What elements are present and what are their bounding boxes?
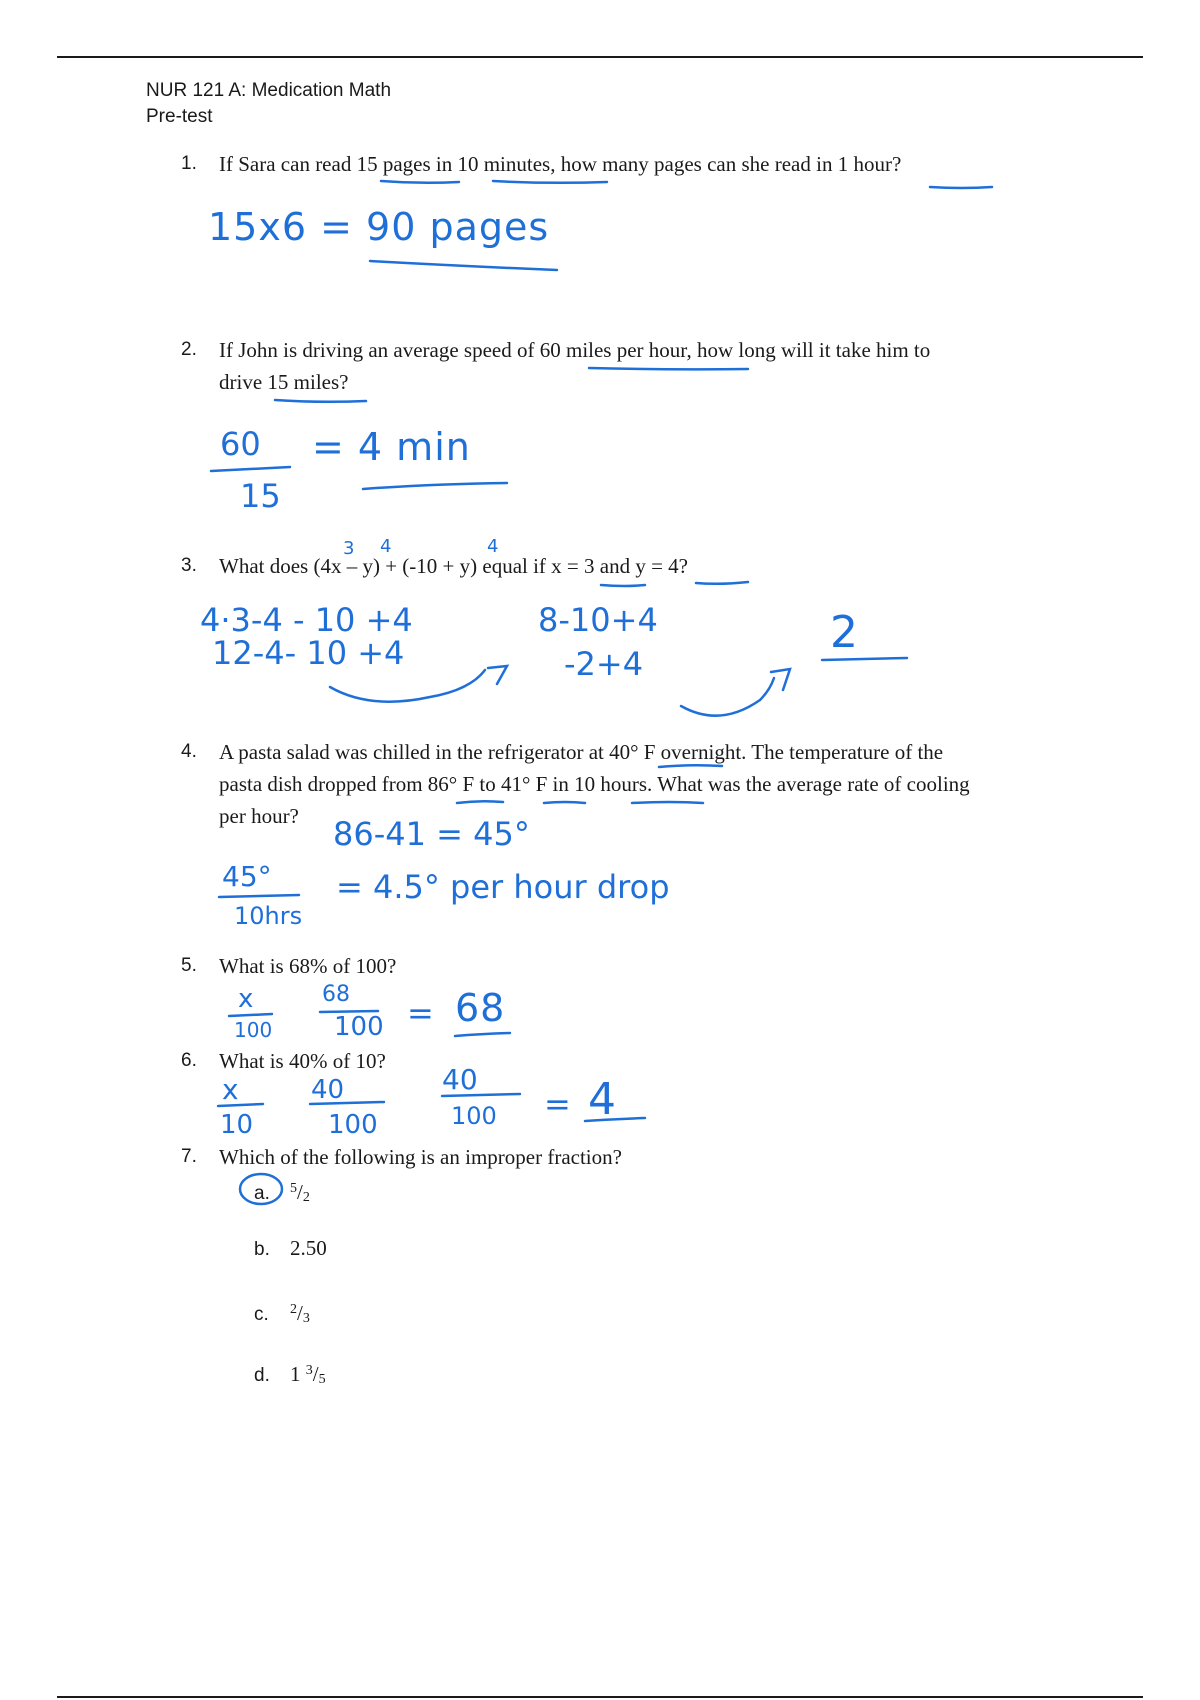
answer-q2-result: = 4 min [312,425,471,469]
underline-15-miles [275,400,366,402]
fraction-denominator: 2 [302,1190,310,1205]
underline-answer-2 [822,658,907,660]
option-c[interactable] [254,1295,310,1334]
work-q3-line1: 4·3-4 - 10 +4 [200,601,413,639]
work-q4-difference: 86-41 = 45° [333,815,530,853]
document-header [146,78,391,130]
question-3 [181,550,689,582]
question-text: What does (4x – y) + (-10 + y) equal if x = 3 and y = 4? [219,554,689,578]
underline-90-pages [370,261,557,270]
bottom-rule [57,1696,1143,1698]
work-q6-100: 100 [328,1110,378,1140]
fraction-bar-q2 [211,467,290,471]
arrowhead-1 [488,666,507,684]
fraction-numerator: 2 [290,1302,297,1317]
option-letter: a. [254,1183,270,1204]
work-q6-100: 100 [451,1102,497,1130]
answer-q3: 2 [830,607,859,658]
option-letter: b. [254,1239,270,1260]
work-q5-100: 100 [234,1018,273,1042]
question-1 [181,148,902,180]
work-q5-equals: = [407,994,434,1032]
option-a[interactable] [254,1174,310,1213]
question-text: If John is driving an average speed of 60 miles per hour, how long will it take him to [219,338,931,362]
annot-y-value: 4 [380,536,392,557]
question-4 [181,736,970,832]
question-7 [181,1141,622,1173]
question-6 [181,1045,386,1077]
question-5 [181,950,397,982]
answer-q2-numerator: 60 [220,425,261,463]
question-number: 1. [181,153,197,174]
question-number: 5. [181,955,197,976]
underline-10-minutes [493,181,607,183]
work-q5-68: 68 [322,982,350,1007]
annot-x-value: 3 [343,538,355,559]
work-q6-x: x [222,1073,239,1106]
work-q6-equals: = [544,1085,571,1123]
fraction-bar-q5-left [229,1014,272,1016]
annot-y-value: 4 [487,536,499,557]
underline-15-pages [381,181,459,183]
course-title: NUR 121 A: Medication Math [146,80,392,101]
option-letter: d. [254,1365,270,1386]
top-rule [57,56,1143,58]
arrowhead-2 [771,669,790,690]
question-text: If Sara can read 15 pages in 10 minutes, how many pages can she read in 1 hour? [219,152,902,176]
question-number: 7. [181,1146,197,1167]
question-text: What is 68% of 100? [219,954,397,978]
work-q3-mid1: 8-10+4 [538,601,658,639]
fraction-slash: / [297,1180,303,1204]
answer-q5: 68 [455,986,506,1030]
work-q6-10: 10 [220,1110,254,1140]
question-number: 3. [181,555,197,576]
work-q4-numerator: 45° [222,860,272,893]
question-text: A pasta salad was chilled in the refrigerator at 40° F overnight. The temperature of the [219,740,944,764]
answer-q2-denominator: 15 [240,477,281,515]
work-q5-x: x [238,984,254,1014]
underline-1-hour [930,187,992,188]
answer-q6: 4 [588,1074,617,1125]
work-q4-denominator: 10hrs [234,902,303,930]
answer-q4: = 4.5° per hour drop [336,868,670,906]
work-q6-40: 40 [442,1063,478,1096]
fraction-slash: / [297,1301,303,1325]
option-b[interactable] [254,1233,327,1265]
question-number: 6. [181,1050,197,1071]
question-text: What is 40% of 10? [219,1049,386,1073]
fraction-slash: / [312,1362,319,1386]
curve-arrow-1 [330,670,485,702]
fraction-numerator: 5 [290,1181,297,1196]
question-text: drive 15 miles? [219,370,349,394]
fraction-numerator: 3 [305,1363,313,1378]
option-d[interactable] [254,1356,326,1395]
underline-answer-68 [455,1033,510,1036]
work-q3-mid2: -2+4 [564,645,644,683]
answer-q1: 15x6 = 90 pages [208,205,550,249]
work-q5-100: 100 [334,1012,384,1042]
work-q3-line2: 12-4- 10 +4 [212,634,405,672]
curve-arrow-2 [681,678,774,716]
fraction-denominator: 3 [302,1311,310,1326]
fraction-bar-q4 [219,895,299,897]
work-q6-40: 40 [311,1075,345,1105]
question-number: 2. [181,339,197,360]
fraction-denominator: 5 [318,1372,326,1387]
underline-x-3 [601,585,645,586]
question-text: per hour? [219,804,299,828]
question-text: Which of the following is an improper fraction? [219,1145,622,1169]
underline-y-4 [696,582,748,584]
question-2 [181,334,931,398]
mixed-whole: 1 [290,1362,301,1386]
option-value: 2.50 [290,1236,327,1260]
underline-4-min [363,483,507,489]
option-letter: c. [254,1304,269,1325]
question-number: 4. [181,741,197,762]
test-subtitle: Pre-test [146,106,213,127]
question-text: pasta dish dropped from 86° F to 41° F in 10 hours. What was the average rate of cooling [219,772,970,796]
